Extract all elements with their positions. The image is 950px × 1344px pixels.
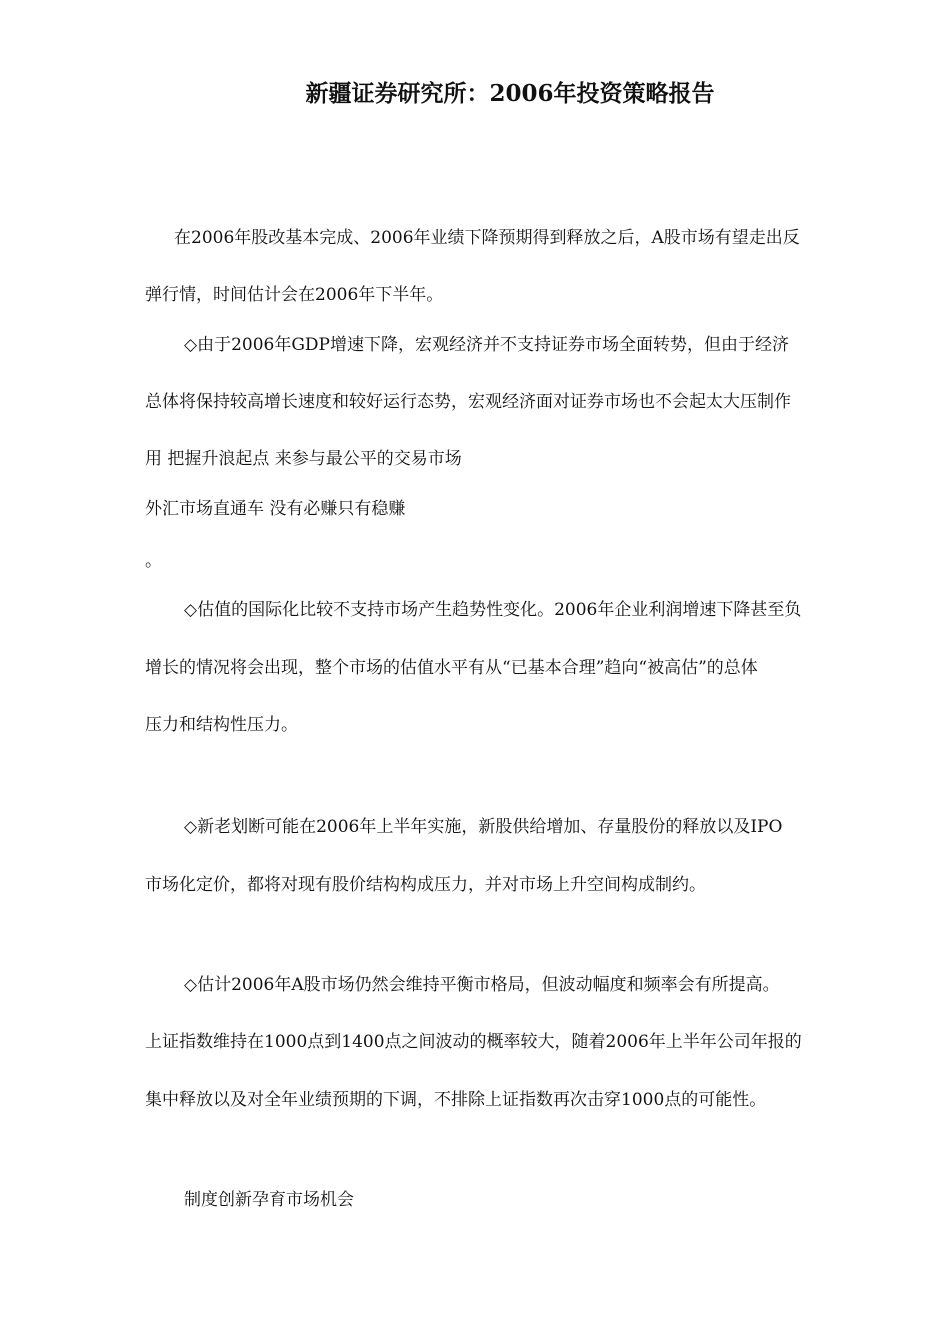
paragraph-line: ◇新老划断可能在2006年上半年实施，新股供给增加、存量股份的释放以及IPO	[184, 817, 783, 837]
paragraph-line: 在2006年股改基本完成、2006年业绩下降预期得到释放之后，A股市场有望走出反	[174, 228, 800, 248]
paragraph-line: 弹行情，时间估计会在2006年下半年。	[145, 285, 444, 305]
paragraph-line: 市场化定价，都将对现有股价结构构成压力，并对市场上升空间构成制约。	[145, 875, 706, 895]
paragraph-line: 外汇市场直通车 没有必赚只有稳赚	[145, 499, 406, 519]
paragraph-line: 总体将保持较高增长速度和较好运行态势，宏观经济面对证券市场也不会起太大压制作	[145, 392, 791, 412]
section-heading: 制度创新孕育市场机会	[184, 1190, 354, 1210]
paragraph-line: 压力和结构性压力。	[145, 715, 298, 735]
paragraph-line: ◇估值的国际化比较不支持市场产生趋势性变化。2006年企业利润增速下降甚至负	[184, 600, 802, 620]
paragraph-line: 集中释放以及对全年业绩预期的下调，不排除上证指数再次击穿1000点的可能性。	[145, 1090, 767, 1110]
paragraph-line: 。	[145, 551, 162, 571]
paragraph-line: ◇由于2006年GDP增速下降，宏观经济并不支持证券市场全面转势，但由于经济	[184, 335, 789, 355]
paragraph-line: 用 把握升浪起点 来参与最公平的交易市场	[145, 449, 462, 469]
page-title: 新疆证券研究所：2006年投资策略报告	[305, 80, 715, 108]
paragraph-line: 上证指数维持在1000点到1400点之间波动的概率较大，随着2006年上半年公司年报的	[145, 1032, 802, 1052]
paragraph-line: 增长的情况将会出现，整个市场的估值水平有从“已基本合理”趋向“被高估”的总体	[145, 658, 758, 678]
paragraph-line: ◇估计2006年A股市场仍然会维持平衡市格局，但波动幅度和频率会有所提高。	[184, 975, 780, 995]
